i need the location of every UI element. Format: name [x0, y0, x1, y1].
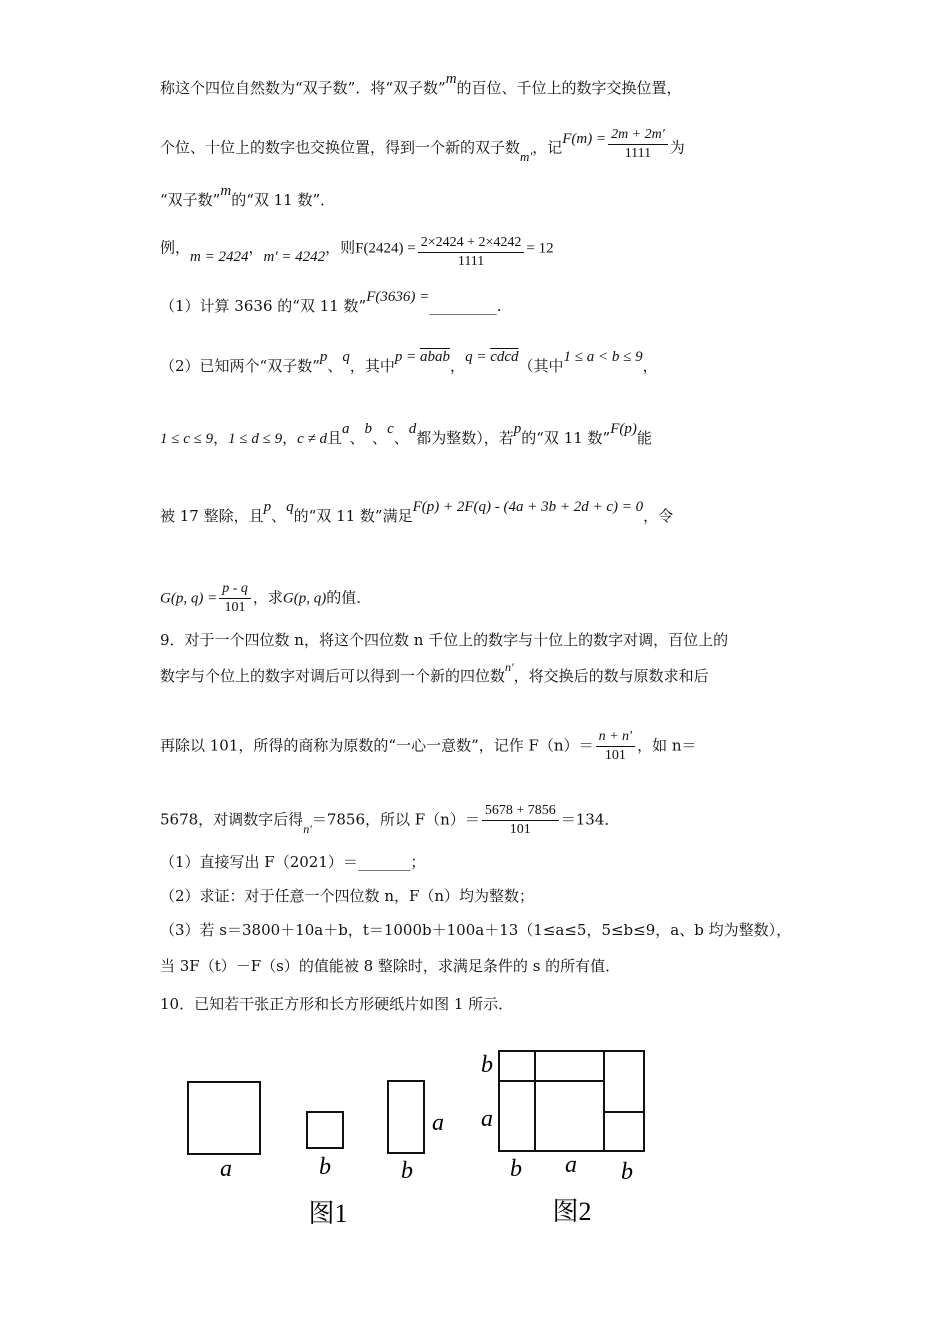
math-G-def: G(p, q) =: [160, 590, 218, 607]
figure-2: [499, 1051, 644, 1151]
rectangle-ab: [388, 1081, 424, 1153]
text: ，如 n＝: [637, 736, 697, 755]
question-9-sub-3: [160, 920, 791, 940]
math-F-3636: F(3636) =: [366, 289, 430, 305]
text: 、: [372, 429, 388, 447]
fraction-denominator: 101: [604, 748, 626, 763]
fraction-denominator: 1111: [624, 146, 652, 161]
para-line-2: [160, 127, 685, 167]
question-10-line-1: [160, 994, 513, 1014]
fig2-caption: 图2: [552, 1197, 592, 1226]
question-1: [160, 289, 502, 317]
text: ，: [282, 429, 298, 447]
text: 为: [669, 138, 685, 157]
math-q-def: [465, 349, 518, 365]
fig1-label-a2: a: [432, 1110, 444, 1136]
question-2-line-2: [160, 421, 652, 449]
text: ，令: [643, 507, 674, 525]
question-9-sub-1: [160, 852, 425, 872]
math-m: m: [220, 183, 232, 199]
math-p-def: [395, 349, 450, 365]
math-p: p: [319, 349, 328, 365]
math-n-prime: n′: [303, 821, 312, 836]
text: 个位、十位上的数字也交换位置，得到一个新的双子数: [160, 138, 521, 157]
fig2-bottom-b2: b: [621, 1159, 633, 1185]
fraction-denominator: 1111: [457, 254, 485, 269]
math-b: b: [364, 421, 373, 437]
math-d: d: [408, 421, 417, 437]
fraction-numerator: p - q: [219, 580, 251, 599]
math-p-eq: p =: [394, 349, 421, 365]
text: 、: [393, 429, 409, 447]
fig2-left-a: a: [481, 1106, 493, 1132]
question-9-line-3: [160, 728, 697, 765]
text: ，: [248, 238, 264, 257]
fraction: [608, 126, 668, 163]
fig2-left-b: b: [481, 1052, 493, 1078]
text: ，: [213, 429, 229, 447]
text: ，: [642, 357, 658, 375]
text: 都为整数），若: [416, 429, 514, 447]
math-c: c: [387, 421, 394, 437]
math-p: p: [513, 421, 522, 437]
text: （2）已知两个“双子数”: [160, 357, 320, 375]
fraction-numerator: 2×2424 + 2×4242: [418, 234, 525, 253]
math-m: m: [445, 71, 457, 87]
fig1-label-a: a: [220, 1156, 232, 1182]
math-F-2424: F(2424) =: [355, 240, 416, 257]
para-line-4: [160, 230, 554, 267]
math-F-m: F(m) =: [562, 130, 607, 147]
text: ＝134．: [560, 810, 620, 829]
question-9-line-1: [160, 630, 728, 650]
text: 再除以 101，所得的商称为原数的“一心一意数”，记作 F（n）＝: [160, 736, 594, 755]
math-G: G(p, q): [282, 590, 327, 607]
question-2-line-1: [160, 349, 658, 377]
text: ，求: [252, 588, 283, 607]
text: ，: [450, 357, 466, 375]
fraction: [482, 802, 559, 839]
text: 称这个四位自然数为“双子数”．将“双子数”: [160, 79, 446, 97]
fraction-numerator: 2m + 2m′: [608, 126, 668, 145]
text: 的百位、千位上的数字交换位置，: [456, 79, 682, 97]
text: ，其中: [349, 357, 395, 375]
question-2-line-3: [160, 499, 674, 527]
text: （其中: [518, 357, 564, 375]
math-abab: abab: [420, 349, 451, 365]
question-2-line-4: [160, 580, 371, 617]
text: 的“双 11 数”．: [231, 191, 336, 209]
math-q: q: [286, 499, 294, 515]
text: 能: [636, 429, 652, 447]
text: 当 3F（t）－F（s）的值能被 8 整除时，求满足条件的 s 的所有值．: [160, 957, 621, 975]
math-m-value: m = 2424: [190, 248, 249, 265]
math-range-ab: 1 ≤ a < b ≤ 9: [563, 349, 643, 365]
text: 数字与个位上的数字对调后可以得到一个新的四位数: [160, 667, 506, 685]
fig1-label-b2: b: [401, 1158, 413, 1184]
math-condition: F(p) + 2F(q) - (4a + 3b + 2d + c) = 0: [412, 499, 644, 515]
math-result: = 12: [526, 240, 554, 257]
question-9-sub-2: [160, 886, 534, 906]
fraction: [596, 728, 636, 765]
fig1-label-b: b: [319, 1154, 331, 1180]
text: 10．已知若干张正方形和长方形硬纸片如图 1 所示．: [160, 995, 514, 1013]
fig1-caption: 图1: [308, 1199, 348, 1228]
fraction: [219, 580, 251, 617]
text: （2）求证：对于任意一个四位数 n，F（n）均为整数；: [160, 887, 535, 905]
text: 的值．: [326, 588, 372, 607]
para-line-3: [160, 183, 336, 211]
text: 且: [327, 429, 343, 447]
math-c-neq-d: c ≠ d: [297, 431, 328, 447]
math-range-d: 1 ≤ d ≤ 9: [228, 431, 283, 447]
text: ，记: [532, 138, 563, 157]
text: 的“双 11 数”: [521, 429, 611, 447]
text: ＝7856，所以 F（n）＝: [311, 810, 480, 829]
question-9-line-2: [160, 660, 709, 687]
math-p: p: [263, 499, 272, 515]
text: ，将交换后的数与原数求和后: [513, 667, 709, 685]
text: 、: [271, 507, 287, 525]
math-m-prime-value: m' = 4242: [263, 248, 326, 265]
figures: [0, 1040, 950, 1340]
fraction-numerator: 5678 + 7856: [482, 802, 559, 821]
fraction-numerator: n + n′: [596, 728, 636, 747]
text: 9．对于一个四位数 n，将这个四位数 n 千位上的数字与十位上的数字对调，百位上的: [160, 631, 729, 649]
square-b: [307, 1112, 343, 1148]
text: 的“双 11 数”满足: [293, 507, 413, 525]
text: 5678，对调数字后得: [160, 810, 304, 829]
fraction-denominator: 101: [224, 600, 246, 615]
question-9-sub-4: [160, 956, 620, 976]
text: “双子数”: [160, 191, 221, 209]
text: （1）直接写出 F（2021）＝_______；: [160, 853, 426, 871]
text: 例，: [160, 238, 191, 257]
math-q-eq: q =: [465, 349, 491, 365]
answer-blank: _________: [429, 297, 497, 315]
math-a: a: [342, 421, 350, 437]
fig2-outer: [499, 1051, 644, 1151]
math-F-p: F(p): [610, 421, 637, 437]
math-cdcd: cdcd: [490, 349, 519, 365]
text: 、: [349, 429, 365, 447]
text: （1）计算 3636 的“双 11 数”: [160, 297, 367, 315]
text: ，则: [325, 238, 356, 257]
math-range-c: 1 ≤ c ≤ 9: [160, 431, 214, 447]
figure-1: [188, 1081, 424, 1154]
fraction-denominator: 101: [509, 822, 531, 837]
math-n-prime: n′: [505, 660, 514, 674]
fig2-bottom-a: a: [565, 1152, 577, 1178]
text: .: [496, 297, 502, 315]
fraction: [418, 234, 525, 271]
text: 、: [327, 357, 343, 375]
math-m-prime: m': [520, 148, 533, 164]
question-9-line-4: [160, 802, 619, 839]
text: 被 17 整除，且: [160, 507, 264, 525]
math-q: q: [342, 349, 350, 365]
fig2-bottom-b1: b: [510, 1156, 522, 1182]
para-line-1: [160, 71, 682, 99]
text: （3）若 s＝3800＋10a＋b，t＝1000b＋100a＋13（1≤a≤5，5≤b≤9，a、b 均为整数），: [160, 921, 792, 939]
square-a: [188, 1082, 260, 1154]
